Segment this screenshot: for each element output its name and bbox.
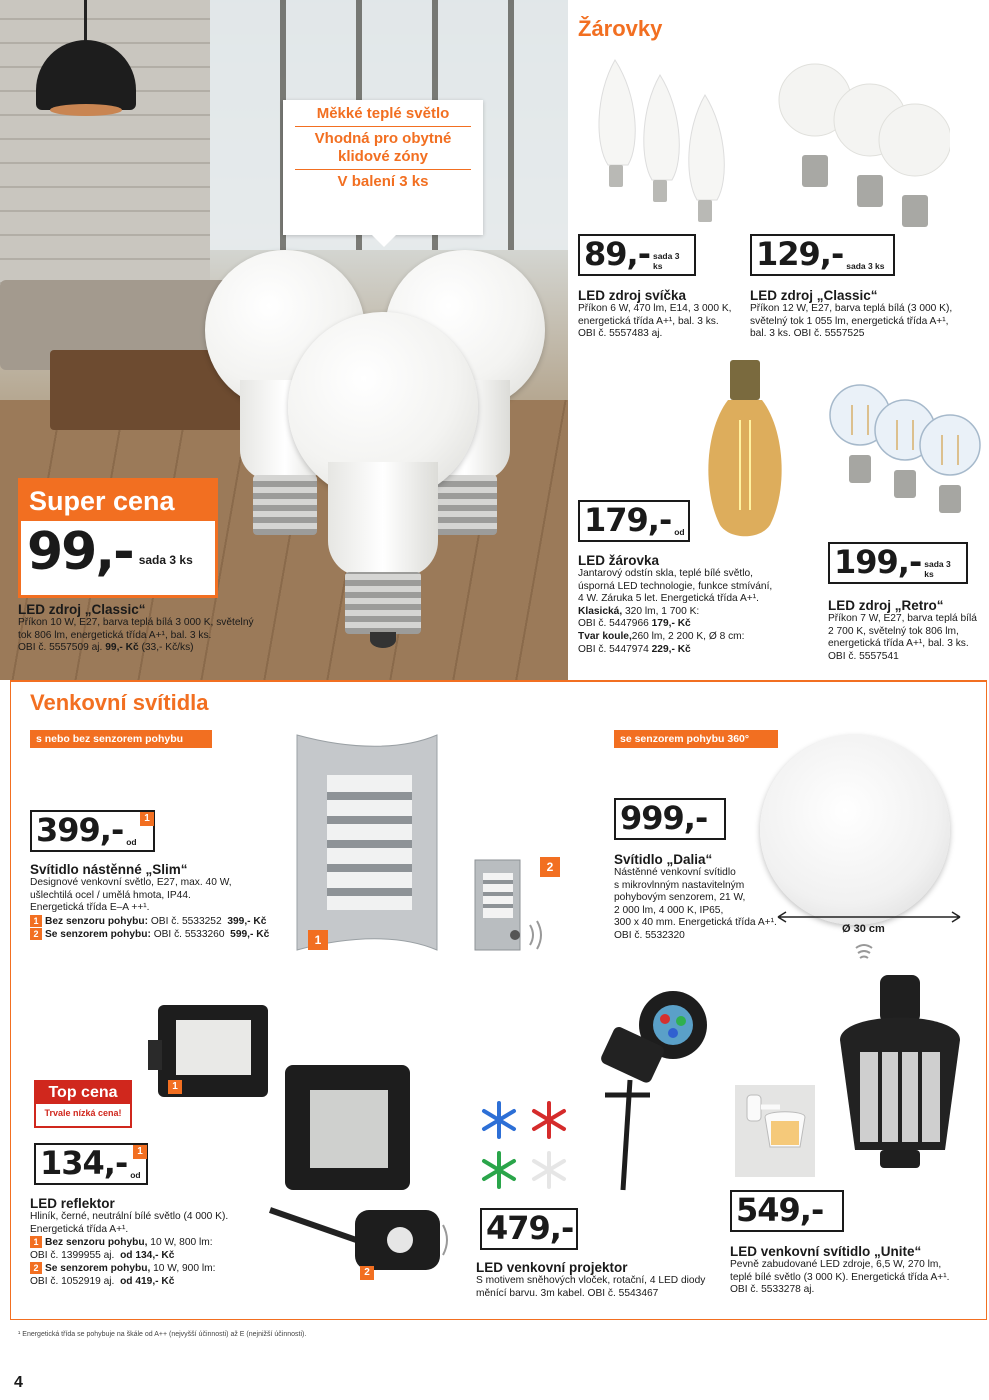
product-desc: měnící barvu. 3m kabel. OBI č. 5543467 (476, 1287, 659, 1299)
variant-badge: 1 (133, 1145, 147, 1159)
super-price-box (18, 478, 218, 598)
floodlight-sensor-icon (265, 1060, 455, 1290)
price-unit: sada 3 ks (846, 261, 885, 271)
image-number-badge: 2 (360, 1266, 374, 1280)
amber-filament-bulb-icon (700, 360, 790, 555)
product-info (578, 288, 748, 341)
product-desc: bal. 3 ks. OBI č. 5557525 (750, 328, 865, 340)
product-title: LED zdroj „Classic“ (18, 602, 146, 617)
footnote: ¹ Energetická třída se pohybuje na škále od A++ (nejvyšší účinnosti) až E (nejnižší účinnosti). (18, 1331, 307, 1338)
product-desc: světelný tok 1 055 lm, energetická třída A+¹, (750, 315, 949, 327)
super-price-label: Super cena (21, 481, 215, 521)
price-box (730, 1190, 844, 1232)
product-desc: Příkon 7 W, E27, barva teplá bílá (828, 613, 977, 624)
image-number-badge: 1 (308, 930, 328, 950)
product-title: LED reflektor (30, 1196, 115, 1211)
product-desc: OBI č. 5533278 aj. (730, 1284, 815, 1296)
wall-lamp-slim-sensor-icon (470, 855, 560, 955)
bulb-icon (288, 312, 478, 662)
product-variant: 2 Se senzorem pohybu, 10 W, 900 lm: (30, 1262, 270, 1276)
product-title: LED žárovka (578, 553, 660, 568)
product-desc: OBI č. 5557509 aj. 99,- Kč (33,- Kč/ks) (18, 642, 194, 654)
product-variant: OBI č. 5447966 179,- Kč (578, 618, 691, 630)
candle-bulbs-icon (590, 55, 740, 225)
product-title: LED venkovní svítidlo „Unite“ (730, 1244, 922, 1259)
price-box (828, 542, 968, 584)
product-desc: Nástěnné venkovní svítidlo (614, 867, 736, 878)
product-info (614, 852, 794, 943)
product-desc: Příkon 12 W, E27, barva teplá bílá (3 000 K), (750, 303, 953, 314)
price: 479,- (486, 1209, 574, 1247)
price-box (578, 500, 690, 542)
callout-line: Vhodná pro obytné klidové zóny (295, 127, 471, 170)
product-variant: 2 Se senzorem pohybu: OBI č. 5533260 599,- Kč (30, 928, 290, 942)
product-desc: Příkon 10 W, E27, barva teplá bílá 3 000 K, světelný (18, 617, 254, 628)
projector-lamp-icon (585, 985, 725, 1195)
product-info (476, 1260, 726, 1300)
price-unit: sada 3 ks (924, 559, 951, 579)
floodlight-small-icon (148, 1000, 273, 1100)
top-price-badge (34, 1080, 132, 1128)
product-variant: 1 Bez senzoru pohybu: OBI č. 5533252 399,- Kč (30, 915, 290, 929)
price-box (750, 234, 895, 276)
product-desc: Energetická třída A+¹. (30, 1223, 129, 1235)
product-title: LED zdroj „Classic“ (750, 288, 878, 303)
price-unit: od (130, 1170, 141, 1180)
section-title-zarovky: Žárovky (578, 16, 663, 41)
product-variant: OBI č. 1399955 aj. od 134,- Kč (30, 1249, 175, 1261)
price: 999,- (620, 799, 708, 837)
product-info (730, 1244, 980, 1297)
price: 89,- (584, 235, 650, 273)
snowflake-motifs-icon (474, 1095, 574, 1195)
price: 99,- (27, 522, 133, 582)
product-title: LED venkovní projektor (476, 1260, 628, 1275)
tag-sensor-360: se senzorem pohybu 360° (614, 730, 778, 748)
dimension-arrow-icon (776, 910, 962, 922)
product-desc: Pevně zabudované LED zdroje, 6,5 W, 270 lm, (730, 1259, 942, 1270)
product-desc: Designové venkovní světlo, E27, max. 40 W, (30, 877, 232, 888)
product-info (750, 288, 980, 341)
image-number-badge: 2 (540, 857, 560, 877)
product-desc: úsporná LED technologie, funkce stmívání, (578, 580, 773, 592)
product-desc: S motivem sněhových vloček, rotační, 4 LED diody (476, 1275, 706, 1286)
product-title: LED zdroj svíčka (578, 288, 687, 303)
unite-lamp-thumb-icon (735, 1085, 815, 1177)
product-variant: Klasická, 320 lm, 1 700 K: (578, 605, 700, 617)
price: 399,- (36, 811, 124, 849)
product-title: LED zdroj „Retro“ (828, 598, 944, 613)
page-number: 4 (14, 1374, 23, 1391)
product-desc: OBI č. 5557483 aj. (578, 328, 663, 340)
product-desc: Příkon 6 W, 470 lm, E14, 3 000 K, (578, 303, 732, 314)
product-desc: 300 x 40 mm. Energetická třída A+¹. (614, 917, 777, 929)
dimension-label: Ø 30 cm (842, 923, 885, 935)
hero-product-info (18, 602, 278, 655)
product-desc: Energetická třída E–A ++¹. (30, 902, 150, 914)
price-box (614, 798, 726, 840)
price-box (34, 1143, 148, 1185)
product-desc: tok 806 lm, energetická třída A+¹, bal. 3 ks. (18, 629, 212, 641)
product-variant: Tvar koule,260 lm, 2 200 K, Ø 8 cm: (578, 630, 745, 642)
top-price-label: Top cena (36, 1082, 130, 1104)
classic-bulbs-icon (770, 60, 950, 230)
product-desc: Hliník, černé, neutrální bílé světlo (4 000 K). (30, 1211, 229, 1222)
product-desc: OBI č. 5557541 (828, 650, 899, 662)
product-desc: ušlechtilá ocel / umělá hmota, IP44. (30, 889, 191, 901)
product-info (578, 553, 818, 656)
product-variant: 1 Bez senzoru pohybu, 10 W, 800 lm: (30, 1236, 270, 1250)
product-info (30, 862, 290, 942)
variant-badge: 1 (140, 812, 154, 826)
price: 549,- (736, 1191, 824, 1229)
image-number-badge: 1 (168, 1080, 182, 1094)
product-desc: pohybovým senzorem, 21 W, (614, 892, 746, 904)
product-desc: energetická třída A+¹, bal. 3 ks. (578, 315, 719, 327)
price: 199,- (834, 543, 922, 581)
callout-line: Měkké teplé světlo (295, 102, 471, 127)
price-unit: sada 3 ks (138, 553, 193, 567)
wall-lamp-slim-icon (292, 730, 442, 955)
product-info (30, 1196, 270, 1289)
section-title-venkovni: Venkovní svítidla (30, 690, 209, 715)
product-title: Svítidlo nástěnné „Slim“ (30, 862, 188, 877)
product-title: Svítidlo „Dalia“ (614, 852, 713, 867)
product-desc: Jantarový odstín skla, teplé bílé světlo, (578, 568, 753, 579)
price: 129,- (756, 235, 844, 273)
price-unit: od (126, 837, 137, 847)
top-price-sub: Trvale nízká cena! (44, 1108, 122, 1118)
product-desc: OBI č. 5532320 (614, 929, 685, 941)
product-desc: 4 W. Záruka 5 let. Energetická třída A+¹. (578, 593, 759, 605)
retro-bulbs-icon (825, 375, 985, 525)
product-desc: 2 000 lm, 4 000 K, IP65, (614, 904, 724, 916)
product-variant: OBI č. 5447974 229,- Kč (578, 643, 691, 655)
product-info (828, 598, 986, 663)
tag-sensor-optional: s nebo bez senzorem pohybu (30, 730, 212, 748)
price-box (30, 810, 155, 852)
price-box (480, 1208, 578, 1250)
product-desc: 2 700 K, světelný tok 806 lm, (828, 625, 959, 637)
price-unit: od (674, 527, 685, 537)
benefits-callout (283, 100, 483, 235)
product-variant: OBI č. 1052919 aj. od 419,- Kč (30, 1275, 175, 1287)
motion-wave-icon (852, 940, 876, 964)
product-desc: energetická třída A+¹, bal. 3 ks. (828, 638, 969, 650)
callout-line: V balení 3 ks (337, 173, 429, 190)
price: 134,- (40, 1144, 128, 1182)
price-unit: sada 3 ks (652, 251, 680, 271)
price: 179,- (584, 501, 672, 539)
product-desc: teplé bílé světlo (3 000 K). Energetická třída A+¹. (730, 1271, 950, 1283)
price-box (578, 234, 696, 276)
product-desc: s mikrovlnným nastavitelným (614, 879, 745, 891)
unite-lamp-icon (820, 970, 980, 1180)
